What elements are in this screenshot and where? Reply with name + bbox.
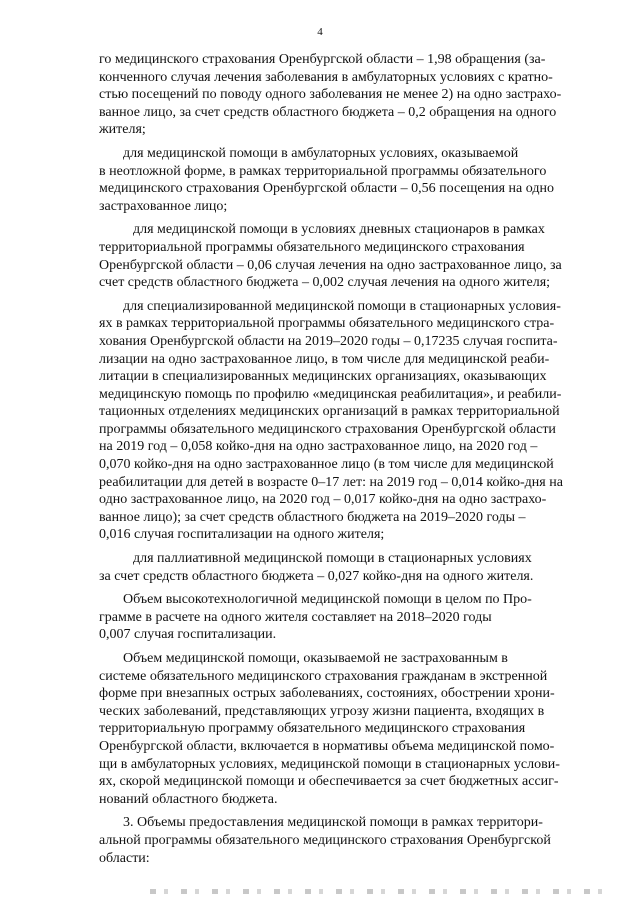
text-line: застрахованное лицо; (99, 198, 228, 214)
text-line: медицинскую помощь по профилю «медицинская реабилитация», и реабили- (99, 386, 562, 402)
paragraph-palliative (99, 550, 593, 585)
text-line: на 2019 год – 0,058 койко-дня на одно застрахованное лицо, на 2020 год – (99, 439, 538, 455)
paragraph-uninsured-care (99, 650, 593, 808)
text-line: ванное лицо); за счет средств областного бюджета на 2019–2020 годы – (99, 509, 526, 525)
text-line: ванное лицо, за счет средств областного бюджета – 0,2 обращения на одного (99, 104, 557, 120)
text-line: стью посещений по поводу одного заболевания не менее 2) на одно застрахо- (99, 87, 562, 103)
text-line: реабилитации для детей в возрасте 0–17 лет: на 2019 год – 0,014 койко-дня на (99, 474, 563, 490)
text-line: тационных отделениях медицинских организаций в рамках территориальной (99, 404, 560, 420)
text-line: 0,070 койко-дня на одно застрахованное лицо (в том числе для медицинской (99, 457, 554, 473)
text-line: ческих заболеваний, представляющих угрозу жизни пациента, входящих в (99, 703, 545, 719)
text-line: Оренбургской области – 0,06 случая лечения на одно застрахованное лицо, за (99, 257, 562, 273)
text-line: системе обязательного медицинского страхования гражданам в экстренной (99, 668, 548, 684)
text-line: нований областного бюджета. (99, 791, 278, 807)
text-line: программы обязательного медицинского страхования Оренбургской области (99, 421, 556, 437)
text-line: грамме в расчете на одного жителя составляет на 2018–2020 годы (99, 609, 492, 625)
text-line: литации в специализированных медицинских организациях, оказывающих (99, 369, 547, 385)
text-line: Оренбургской области, включается в нормативы объема медицинской помо- (99, 738, 555, 754)
text-line: лизации на одно застрахованное лицо, в том числе для медицинской реаби- (99, 351, 550, 367)
paragraph-section-3-heading (99, 814, 593, 867)
text-line: в неотложной форме, в рамках территориальной программы обязательного (99, 163, 547, 179)
text-line: Объем медицинской помощи, оказываемой не застрахованным в (123, 651, 508, 666)
page-number: 4 (317, 26, 323, 38)
document-body (99, 51, 593, 867)
text-line: за счет средств областного бюджета – 0,027 койко-дня на одного жителя. (99, 568, 534, 584)
paragraph-emergency-outpatient (99, 145, 593, 215)
text-line: территориальной программы обязательного медицинского страхования (99, 239, 525, 255)
text-line: форме при внезапных острых заболеваниях, состояниях, обострении хрони- (99, 686, 555, 702)
text-line: для паллиативной медицинской помощи в стационарных условиях (133, 551, 532, 567)
text-line: го медицинского страхования Оренбургской области – 1,98 обращения (за- (99, 52, 546, 67)
paragraph-high-tech-care (99, 591, 593, 644)
paragraph-day-hospital (99, 221, 593, 291)
text-line: альной программы обязательного медицинского страхования Оренбургской (99, 832, 551, 848)
scan-artifact-strip (150, 889, 610, 894)
text-line: 0,007 случая госпитализации. (99, 627, 277, 643)
text-line: хования Оренбургской области на 2019–2020 годы – 0,17235 случая госпита- (99, 333, 558, 349)
text-line: 0,016 случая госпитализации на одного жителя; (99, 527, 385, 543)
text-line: жителя; (99, 122, 146, 138)
text-line: щи в амбулаторных условиях, медицинской помощи в стационарных услови- (99, 756, 560, 772)
text-line: Объем высокотехнологичной медицинской помощи в целом по Про- (123, 592, 532, 608)
text-line: территориальную программу обязательного медицинского страхования (99, 721, 526, 737)
text-line: медицинского страхования Оренбургской области – 0,56 посещения на одно (99, 181, 554, 197)
text-line: счет средств областного бюджета – 0,002 случая лечения на одного жителя; (99, 275, 551, 291)
text-line: для медицинской помощи в амбулаторных условиях, оказываемой (123, 145, 519, 161)
text-line: ях, скорой медицинской помощи и обеспечивается за счет бюджетных ассиг- (99, 774, 559, 790)
text-line: области: (99, 850, 150, 866)
text-line: конченного случая лечения заболевания в амбулаторных условиях с кратно- (99, 69, 553, 85)
text-line: 3. Объемы предоставления медицинской помощи в рамках территори- (123, 815, 543, 831)
paragraph-outpatient-visits-continued (99, 51, 593, 139)
text-line: для медицинской помощи в условиях дневных стационаров в рамках (133, 222, 545, 238)
text-line: одно застрахованное лицо, на 2020 год – 0,017 койко-дня на одно застрахо- (99, 492, 547, 508)
text-line: для специализированной медицинской помощи в стационарных условия- (123, 298, 561, 314)
text-line: ях в рамках территориальной программы обязательного медицинского стра- (99, 316, 555, 332)
paragraph-specialized-inpatient (99, 298, 593, 544)
